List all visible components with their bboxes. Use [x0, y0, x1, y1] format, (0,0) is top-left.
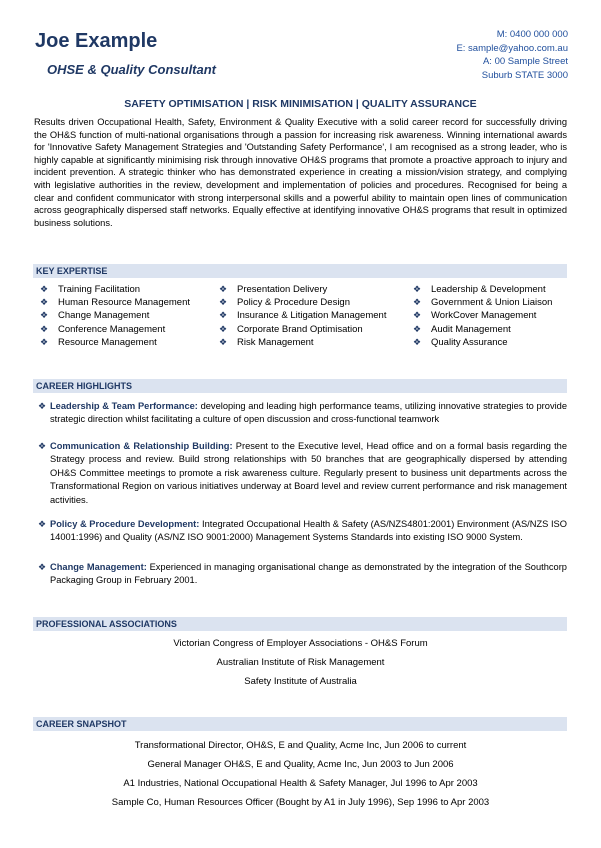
- expertise-item: ❖ WorkCover Management: [413, 310, 537, 322]
- diamond-bullet-icon: ❖: [219, 323, 228, 334]
- expertise-item: ❖ Training Facilitation: [40, 284, 141, 295]
- highlight-item: [38, 400, 567, 427]
- contact-email: E: sample@yahoo.com.au: [456, 42, 568, 54]
- candidate-name: Joe Example: [35, 30, 158, 52]
- expertise-item: ❖ Presentation Delivery: [219, 284, 328, 295]
- section-title-associations: PROFESSIONAL ASSOCIATIONS: [36, 619, 177, 629]
- highlight-text: Experienced in managing organisational change as demonstrated by the integration of the Southcorp Packaging Group in February 2001.: [50, 562, 567, 586]
- summary-paragraph: Results driven Occupational Health, Safety, Environment & Quality Executive with a solid career record for successfully driving the OH&S function of multi-national organisations through a passion for increasing risk awareness. Winning international awards for 'Innovative Safety Management Strategies and 'Outstanding Safety Performance', I am recognised as a strong leader, who is highly capable at significantly minimising risk through innovative OH&S programs that promote a proactive approach to injury and incident prevention. A strategic thinker who has demonstrated experience in creating a mission/vision strategy, and complying with legislative authorities in the review, development and implementation of policies and procedures. Recognised for being a clear and confident communicator with strong interpersonal skills and a powerful ability to maintain open lines of communication across geographically dispersed staff networks. Equally effective at identifying innovative OH&S programs that result in optimized business solutions.: [34, 117, 567, 228]
- expertise-item: ❖ Change Management: [40, 310, 150, 322]
- association-item: Australian Institute of Risk Management: [216, 657, 385, 668]
- association-item: Victorian Congress of Employer Associations - OH&S Forum: [173, 638, 428, 649]
- contact-mobile: M: 0400 000 000: [496, 29, 568, 40]
- diamond-bullet-icon: ❖: [38, 562, 47, 572]
- diamond-bullet-icon: ❖: [413, 297, 422, 308]
- diamond-bullet-icon: ❖: [38, 441, 47, 451]
- highlight-label: Change Management:: [50, 562, 147, 572]
- diamond-bullet-icon: ❖: [40, 323, 49, 334]
- candidate-role: OHSE & Quality Consultant: [47, 62, 217, 77]
- highlight-label: Leadership & Team Performance:: [50, 401, 198, 411]
- snapshot-item: Sample Co, Human Resources Officer (Bought by A1 in July 1996), Sep 1996 to Apr 2003: [111, 797, 490, 808]
- highlight-label: Policy & Procedure Development:: [50, 519, 200, 529]
- highlight-text: Integrated Occupational Health & Safety (AS/NZS4801:2001) Environment (AS/NZS ISO 14001:1996) and Quality (AS/NZ ISO 9001:2000) Management Systems Standards into existing ISO 9000 System.: [50, 519, 567, 543]
- expertise-item: ❖ Insurance & Litigation Management: [219, 310, 387, 322]
- expertise-column-3: [413, 283, 552, 349]
- contact-block: [456, 28, 568, 82]
- expertise-item: ❖ Resource Management: [40, 336, 157, 348]
- diamond-bullet-icon: ❖: [40, 284, 49, 294]
- highlight-item: [38, 561, 567, 588]
- expertise-item: ❖ Audit Management: [413, 323, 511, 335]
- diamond-bullet-icon: ❖: [219, 297, 228, 308]
- diamond-bullet-icon: ❖: [219, 310, 228, 321]
- expertise-item: ❖ Corporate Brand Optimisation: [219, 323, 363, 335]
- diamond-bullet-icon: ❖: [40, 310, 49, 321]
- expertise-item: ❖ Conference Management: [40, 323, 166, 335]
- expertise-item: ❖ Quality Assurance: [413, 336, 508, 348]
- snapshot-item: General Manager OH&S, E and Quality, Acme Inc, Jun 2003 to Jun 2006: [147, 759, 454, 770]
- diamond-bullet-icon: ❖: [413, 323, 422, 334]
- section-bar-expertise: [33, 264, 567, 278]
- associations-list: [0, 634, 601, 691]
- snapshot-item: A1 Industries, National Occupational Health & Safety Manager, Jul 1996 to Apr 2003: [123, 778, 478, 789]
- expertise-item: ❖ Government & Union Liaison: [413, 297, 553, 309]
- snapshot-list: [0, 736, 601, 812]
- diamond-bullet-icon: ❖: [413, 284, 422, 294]
- section-title-snapshot: CAREER SNAPSHOT: [36, 719, 127, 729]
- expertise-column-1: [40, 283, 190, 349]
- diamond-bullet-icon: ❖: [413, 310, 422, 321]
- highlight-item: [38, 440, 567, 507]
- expertise-column-2: [219, 283, 386, 349]
- snapshot-item: Transformational Director, OH&S, E and Quality, Acme Inc, Jun 2006 to current: [134, 740, 467, 751]
- highlight-item: [38, 518, 567, 545]
- diamond-bullet-icon: ❖: [38, 519, 47, 529]
- diamond-bullet-icon: ❖: [413, 336, 422, 347]
- expertise-item: ❖ Human Resource Management: [40, 297, 191, 309]
- diamond-bullet-icon: ❖: [38, 401, 47, 411]
- section-title-expertise: KEY EXPERTISE: [36, 266, 108, 276]
- diamond-bullet-icon: ❖: [40, 297, 49, 308]
- diamond-bullet-icon: ❖: [40, 336, 49, 347]
- diamond-bullet-icon: ❖: [219, 284, 228, 294]
- expertise-item: ❖ Risk Management: [219, 336, 314, 348]
- association-item: Safety Institute of Australia: [244, 676, 357, 687]
- contact-suburb: Suburb STATE 3000: [481, 69, 568, 81]
- highlight-text: developing and leading high performance teams, utilizing innovative strategies to provide strategic direction whilst facilitating a culture of open discussion and cross-functional teamwork: [50, 401, 568, 425]
- expertise-item: ❖ Leadership & Development: [413, 284, 546, 295]
- highlight-label: Communication & Relationship Building:: [50, 441, 233, 451]
- highlight-text: Present to the Executive level, Head office and on a formal basis regarding the Strategy process and review. Build strong relationships with 50 branches that are geographically dispersed by attending OH&S Committee meetings to promote a risk awareness culture. Regularly present to business unit departments across the Transformational Region on various initiatives underway at Board level and review current performance and risk management activities.: [50, 441, 567, 505]
- headline: SAFETY OPTIMISATION | RISK MINIMISATION | QUALITY ASSURANCE: [124, 98, 477, 110]
- diamond-bullet-icon: ❖: [219, 336, 228, 347]
- expertise-item: ❖ Policy & Procedure Design: [219, 297, 350, 309]
- contact-address: A: 00 Sample Street: [482, 56, 568, 67]
- section-title-highlights: CAREER HIGHLIGHTS: [36, 381, 133, 391]
